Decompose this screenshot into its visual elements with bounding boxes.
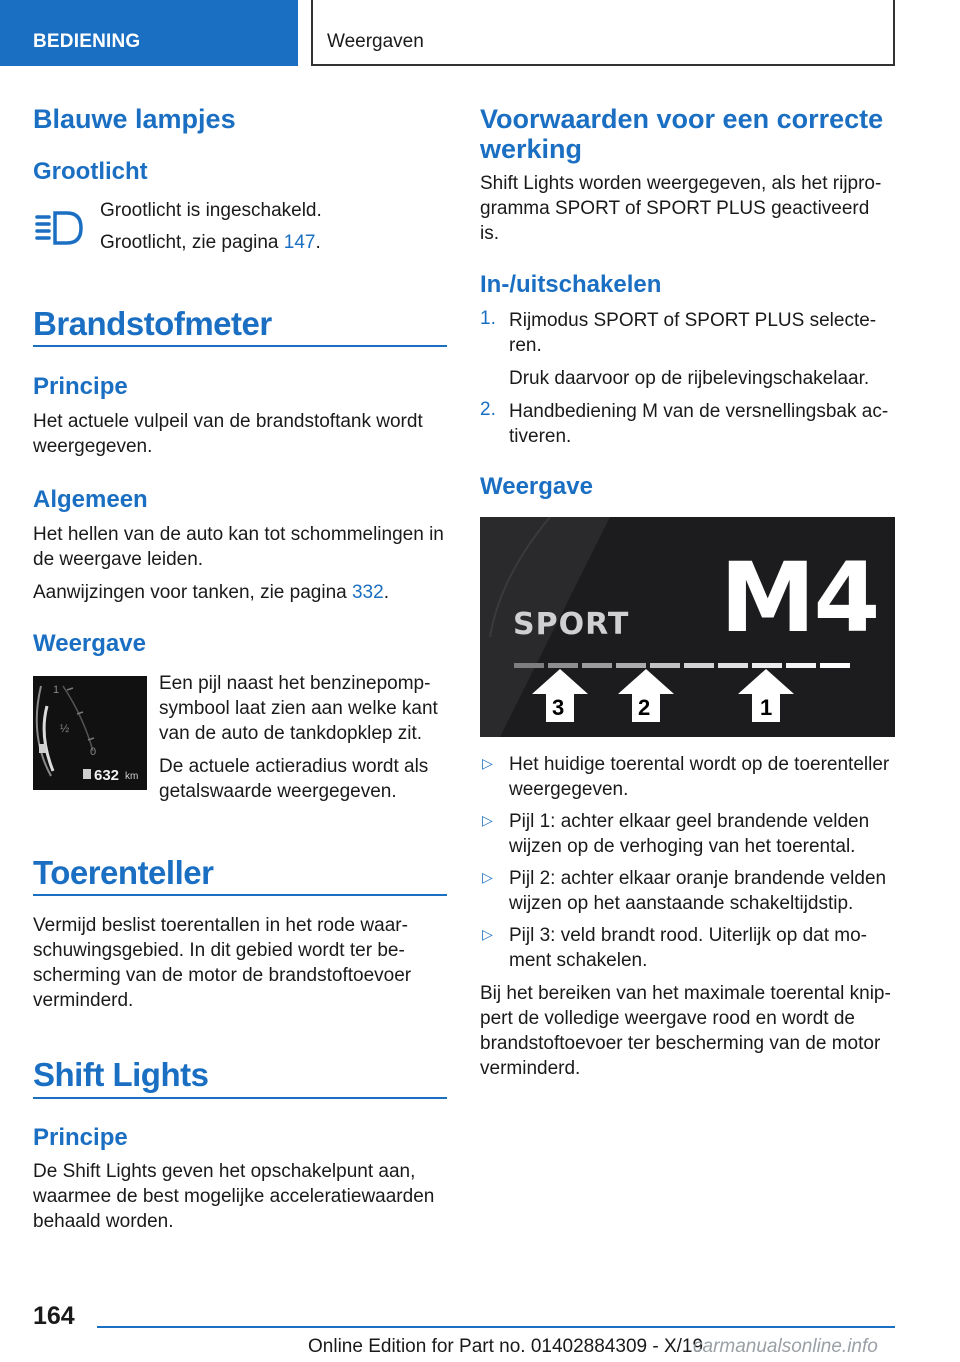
principe-text-1: Het actuele vulpeil van de brandstoftank wordt	[33, 411, 423, 432]
step1-text-3: Druk daarvoor op de rijbelevingschakelaar.	[509, 368, 870, 389]
heading-toerenteller: Toerenteller	[33, 854, 214, 891]
toer-text-1: Vermijd beslist toerentallen in het rode waar-	[33, 915, 408, 936]
step2-text-1: Handbediening M van de versnellingsbak ac-	[509, 401, 889, 422]
step1-text-2: ren.	[509, 335, 542, 356]
page-link-332[interactable]: 332	[351, 582, 384, 603]
shift-lights-image	[480, 517, 895, 737]
algemeen-text-1: Het hellen van de auto kan tot schommelingen in	[33, 524, 444, 545]
bullet4-text-1: Pijl 3: veld brandt rood. Uiterlijk op dat mo-	[509, 925, 867, 946]
end-text-3: brandstoftoevoer ter bescherming van de motor	[480, 1033, 881, 1054]
voorwaarden-text-1: Shift Lights worden weergegeven, als het rijpro-	[480, 173, 882, 194]
watermark: carmanualsonline.info	[693, 1336, 878, 1357]
gauge-range-unit: km	[125, 771, 139, 782]
heading-voorwaarden-1: Voorwaarden voor een correcte	[480, 104, 884, 134]
arrow-label-2: 2	[638, 695, 651, 720]
toer-text-3: scherming van de motor de brandstoftoevoer	[33, 965, 412, 986]
high-beam-icon	[33, 208, 85, 248]
footer-edition: Online Edition for Part no. 01402884309 - X/19	[308, 1336, 704, 1357]
bullet3-text-2: wijzen op het aanstaande schakeltijdstip.	[509, 893, 854, 914]
arrow-label-1: 1	[760, 695, 773, 720]
bullet-icon: ▷	[482, 926, 493, 942]
section-label: BEDIENING	[33, 31, 141, 52]
sport-label: SPORT	[513, 607, 630, 642]
shift-text-3: behaald worden.	[33, 1211, 174, 1232]
section-tab	[0, 0, 298, 66]
section-rule	[33, 345, 447, 347]
section-rule	[33, 1097, 447, 1099]
heading-shift-lights: Shift Lights	[33, 1056, 209, 1093]
weergave-text-4: De actuele actieradius wordt als	[159, 756, 429, 777]
gauge-mark-1: 1	[53, 684, 60, 696]
end-text-1: Bij het bereiken van het maximale toerental knip-	[480, 983, 891, 1004]
grootlicht-text-2: Grootlicht, zie pagina 147.	[100, 232, 321, 253]
page-link-147[interactable]: 147	[283, 232, 316, 253]
heading-weergave: Weergave	[33, 630, 146, 657]
algemeen-text-2: de weergave leiden.	[33, 549, 204, 570]
grootlicht-text-1: Grootlicht is ingeschakeld.	[100, 200, 322, 221]
bullet3-text-1: Pijl 2: achter elkaar oranje brandende velden	[509, 868, 887, 889]
shift-text-2: waarmee de best mogelijke acceleratiewaarden	[33, 1186, 435, 1207]
weergave-text-1: Een pijl naast het benzinepomp-	[159, 673, 431, 694]
weergave-text-2: symbool laat zien aan welke kant	[159, 698, 438, 719]
chapter-tab	[311, 0, 895, 66]
gauge-range-value: 632	[94, 767, 120, 784]
end-text-2: pert de volledige weergave rood en wordt de	[480, 1008, 855, 1029]
step-number-1: 1.	[480, 308, 496, 329]
voorwaarden-text-3: is.	[480, 223, 499, 244]
heading-brandstofmeter: Brandstofmeter	[33, 305, 272, 342]
section-rule	[33, 894, 447, 896]
heading-blauwe-lampjes: Blauwe lampjes	[33, 104, 236, 134]
weergave-text-3: van de auto de tankdopklep zit.	[159, 723, 423, 744]
bullet-icon: ▷	[482, 755, 493, 771]
shift-text-1: De Shift Lights geven het opschakelpunt aan,	[33, 1161, 416, 1182]
gear-display: M4	[720, 542, 879, 654]
end-text-4: verminderd.	[480, 1058, 581, 1079]
bullet-icon: ▷	[482, 812, 493, 828]
voorwaarden-text-2: gramma SPORT of SPORT PLUS geactiveerd	[480, 198, 870, 219]
heading-shift-principe: Principe	[33, 1124, 128, 1151]
page-number: 164	[33, 1302, 75, 1330]
chapter-label: Weergaven	[327, 31, 424, 52]
heading-voorwaarden-2: werking	[480, 134, 583, 164]
bullet2-text-2: wijzen op de verhoging van het toerental.	[509, 836, 856, 857]
heading-weergave-right: Weergave	[480, 473, 593, 500]
bullet4-text-2: ment schakelen.	[509, 950, 648, 971]
step1-text-1: Rijmodus SPORT of SPORT PLUS selecte-	[509, 310, 877, 331]
algemeen-text-3: Aanwijzingen voor tanken, zie pagina 332.	[33, 582, 389, 603]
bullet-icon: ▷	[482, 869, 493, 885]
step-number-2: 2.	[480, 399, 496, 420]
heading-grootlicht: Grootlicht	[33, 158, 148, 185]
weergave-text-5: getalswaarde weergegeven.	[159, 781, 397, 802]
heading-in-uitschakelen: In-/uitschakelen	[480, 271, 662, 298]
fuel-gauge-image	[33, 676, 147, 790]
gauge-mark-half: ½	[60, 723, 70, 735]
step2-text-2: tiveren.	[509, 426, 572, 447]
principe-text-2: weergegeven.	[33, 436, 153, 457]
bullet1-text-1: Het huidige toerental wordt op de toerenteller	[509, 754, 890, 775]
heading-principe: Principe	[33, 373, 128, 400]
toer-text-4: verminderd.	[33, 990, 134, 1011]
bullet1-text-2: weergegeven.	[509, 779, 629, 800]
bullet2-text-1: Pijl 1: achter elkaar geel brandende velden	[509, 811, 870, 832]
arrow-label-3: 3	[552, 695, 565, 720]
footer-rule	[97, 1326, 895, 1328]
heading-algemeen: Algemeen	[33, 486, 148, 513]
toer-text-2: schuwingsgebied. In dit gebied wordt ter be-	[33, 940, 405, 961]
gauge-mark-0: 0	[90, 746, 97, 758]
